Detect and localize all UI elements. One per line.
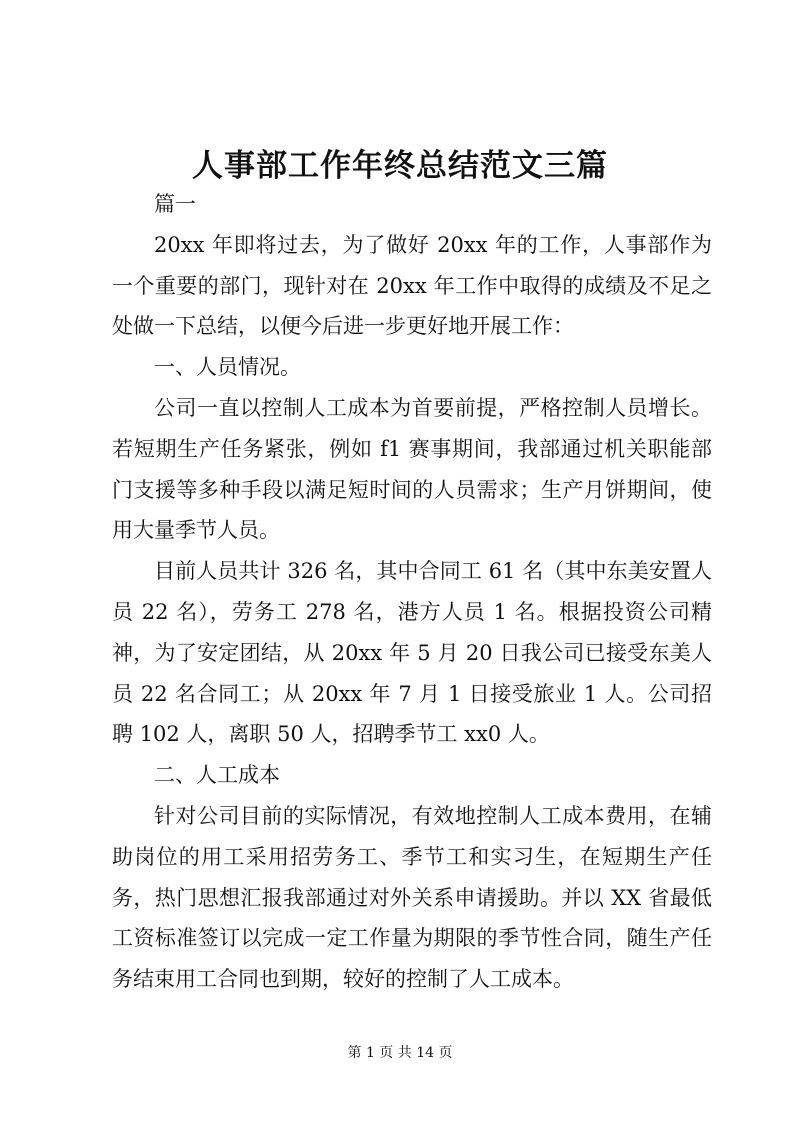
heading-labor-cost: 二、人工成本: [154, 763, 280, 788]
document-body: [112, 184, 712, 1000]
labor-cost-paragraph: 针对公司目前的实际情况，有效地控制人工成本费用，在辅助岗位的用工采用招劳务工、季节工和实习生，在短期生产任务，热门思想汇报我部通过对外关系申请援助。并以 XX 省最低工资标准签订以完成一定工作量为期限的季节性合同，随生产任务结束用工合同也到期，较好的控制了人工成本。: [112, 803, 712, 992]
page-footer: 第 1 页 共 14 页: [347, 1045, 453, 1061]
staffing-paragraph-2: 目前人员共计 326 名，其中合同工 61 名（其中东美安置人员 22 名），劳务工 278 名，港方人员 1 名。根据投资公司精神，为了安定团结，从 20xx 年 5 月 20 日我公司已接受东美人员 22 名合同工；从 20xx 年 7 月 1 日接受旅业 1 人。公司招聘 102 人，离职 50 人，招聘季节工 xx0 人。: [112, 559, 712, 747]
document-title: 人事部工作年终总结范文三篇: [192, 148, 608, 184]
section-label-part-one: 篇一: [154, 192, 196, 216]
heading-staffing: 一、人员情况。: [154, 355, 301, 380]
staffing-paragraph-1: 公司一直以控制人工成本为首要前提，严格控制人员增长。若短期生产任务紧张，例如 f1 赛事期间，我部通过机关职能部门支援等多种手段以满足短时间的人员需求；生产月饼期间，使用大量季节人员。: [112, 395, 712, 543]
intro-paragraph: 20xx 年即将过去，为了做好 20xx 年的工作，人事部作为一个重要的部门，现针对在 20xx 年工作中取得的成绩及不足之处做一下总结，以便今后进一步更好地开展工作：: [112, 232, 712, 339]
